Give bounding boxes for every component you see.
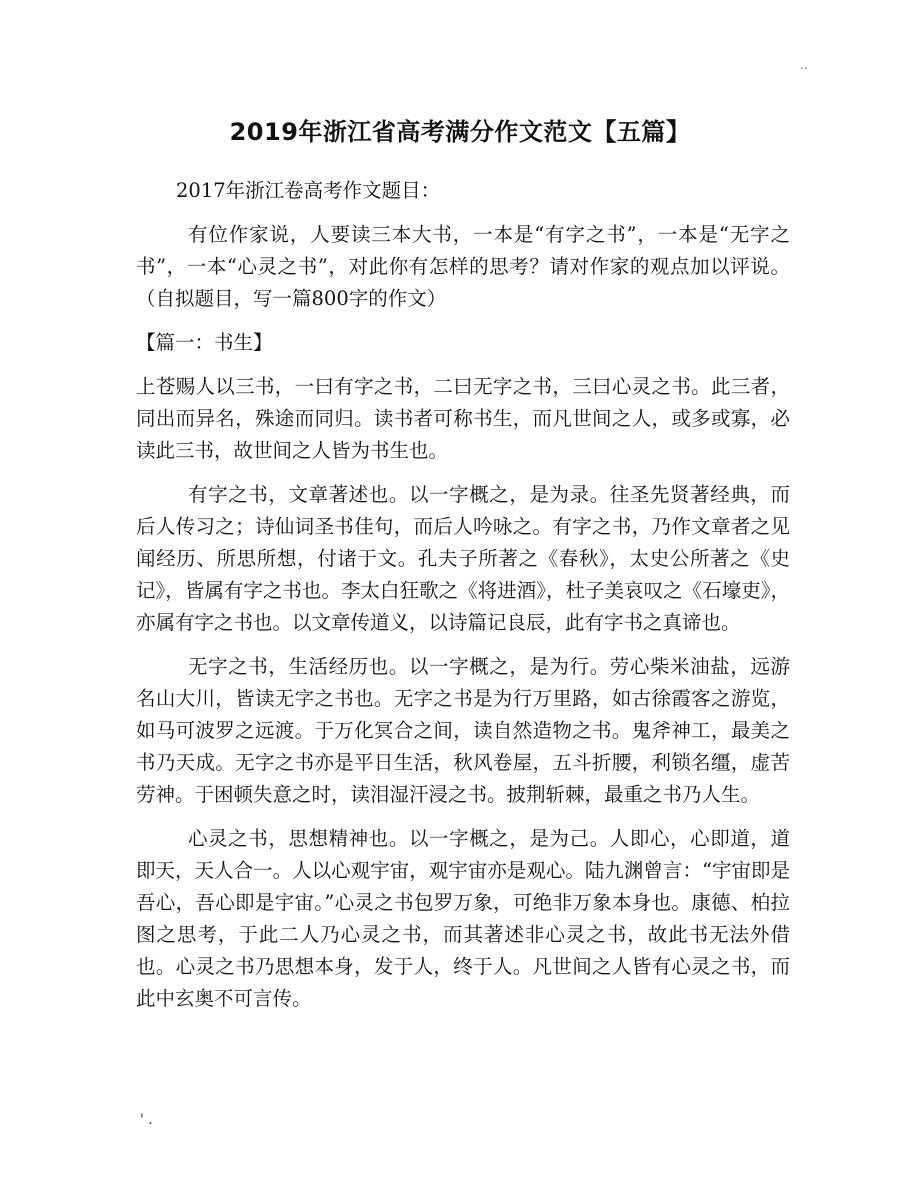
paragraph: 有字之书，文章著述也。以一字概之，是为录。往圣先贤著经典，而后人传习之；诗仙词圣书佳句，而后人吟咏之。有字之书，乃作文章者之见闻经历、所思所想，付诸于文。孔夫子所著之《春秋》，太史公所著之《史记》，皆属有字之书也。李太白狂歌之《将进酒》，杜子美哀叹之《石壕吏》，亦属有字之书也。以文章传道义，以诗篇记良辰，此有字书之真谛也。 — [136, 483, 790, 634]
page-title: 2019年浙江省高考满分作文范文【五篇】 — [229, 118, 691, 146]
footer-mark: ' . — [140, 1112, 153, 1128]
header-mark: .. — [800, 58, 808, 72]
paragraph: 上苍赐人以三书，一曰有字之书，二曰无字之书，三曰心灵之书。此三者，同出而异名，殊途而同归。读书者可称书生，而凡世间之人，或多或寡，必读此三书，故世间之人皆为书生也。 — [136, 375, 790, 462]
paragraph: 心灵之书，思想精神也。以一字概之，是为己。人即心，心即道，道即天，天人合一。人以心观宇宙，观宇宙亦是观心。陆九渊曾言：“宇宙即是吾心，吾心即是宇宙。”心灵之书包罗万象，可绝非万象本身也。康德、柏拉图之思考，于此二人乃心灵之书，而其著述非心灵之书，故此书无法外借也。心灵之书乃思想本身，发于人，终于人。凡世间之人皆有心灵之书，而此中玄奥不可言传。 — [136, 827, 790, 1010]
paragraph: 无字之书，生活经历也。以一字概之，是为行。劳心柴米油盐，远游名山大川，皆读无字之书也。无字之书是为行万里路，如古徐霞客之游览，如马可波罗之远渡。于万化冥合之间，读自然造物之书。鬼斧神工，最美之书乃天成。无字之书亦是平日生活，秋风卷屋，五斗折腰，利锁名缰，虚苦劳神。于困顿失意之时，读泪湿汗浸之书。披荆斩棘，最重之书乃人生。 — [136, 655, 790, 806]
document-body — [136, 175, 790, 1027]
prompt-heading: 2017年浙江卷高考作文题目： — [176, 179, 441, 202]
prompt-text: 有位作家说，人要读三本大书，一本是“有字之书”，一本是“无字之书”，一本“心灵之书”，对此你有怎样的思考？请对作家的观点加以评说。（自拟题目，写一篇800字的作文） — [136, 223, 790, 310]
section-heading: 【篇一：书生】 — [136, 331, 273, 354]
